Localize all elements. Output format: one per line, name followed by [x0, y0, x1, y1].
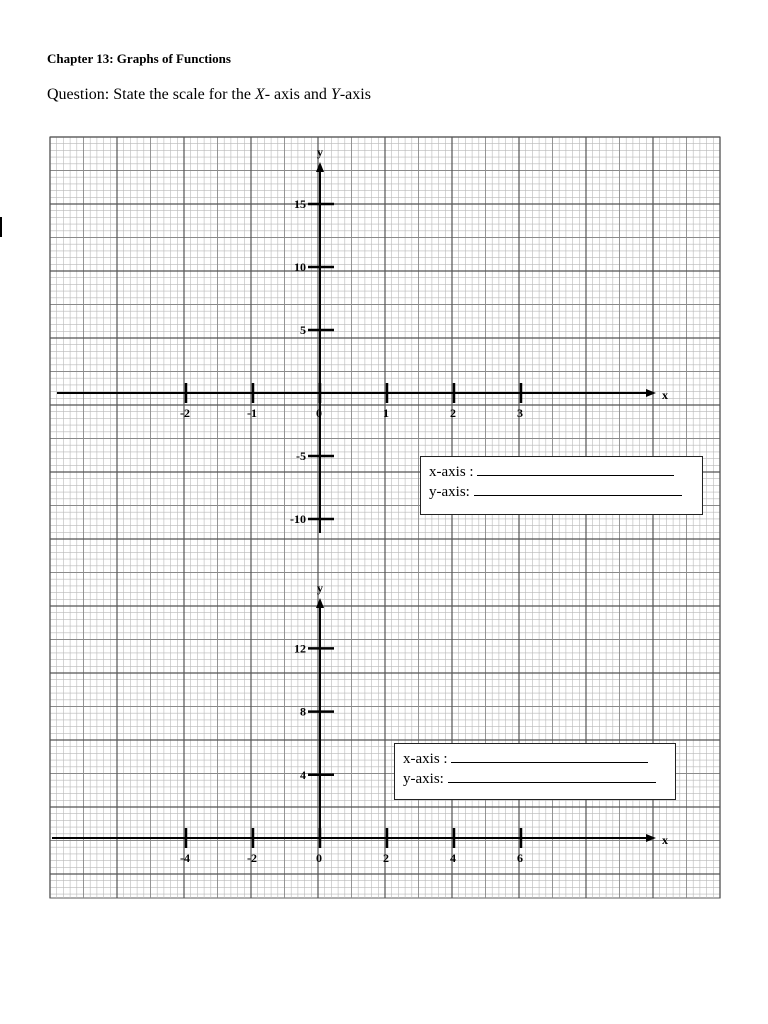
question-prefix: Question: State the scale for the [47, 86, 255, 103]
x-tick-label: 0 [316, 406, 322, 420]
x-tick-label: 1 [383, 406, 389, 420]
x-tick-label: 2 [383, 851, 389, 865]
y-axis-label: y [317, 145, 323, 159]
x-axis-label: x [662, 833, 668, 847]
chapter-title: Chapter 13: Graphs of Functions [47, 51, 231, 66]
y-tick-label: 15 [294, 197, 306, 211]
y-tick-label: -10 [290, 512, 306, 526]
y-tick-label: 10 [294, 260, 306, 274]
x-tick-label: 4 [450, 851, 456, 865]
graph1-x-axis-blank[interactable] [477, 462, 674, 476]
graph1-answer-box [420, 456, 703, 515]
y-axis-label: y [317, 581, 323, 595]
y-tick-label: 4 [300, 767, 306, 782]
graph1-x-axis-label: x-axis : [429, 464, 474, 480]
y-tick-label: -5 [296, 449, 306, 463]
question-suffix: -axis [339, 86, 371, 103]
question-y: Y [330, 86, 340, 103]
x-tick-label: -2 [247, 851, 257, 865]
x-tick-label: -4 [180, 851, 190, 865]
question-x: X [254, 86, 265, 103]
x-tick-label: 3 [517, 406, 523, 420]
y-tick-label: 5 [300, 323, 306, 337]
x-tick-label: -2 [180, 406, 190, 420]
y-tick-label: 12 [294, 641, 306, 656]
graph2-x-axis-blank[interactable] [451, 749, 648, 763]
x-tick-label: 6 [517, 851, 523, 865]
y-tick-label: 8 [300, 704, 306, 719]
x-tick-label: 2 [450, 406, 456, 420]
graph2-x-axis-label: x-axis : [403, 751, 448, 767]
x-tick-label: -1 [247, 406, 257, 420]
question-mid: - axis and [264, 86, 331, 103]
graph2-y-axis-label: y-axis: [403, 771, 444, 787]
graph1-y-axis-label: y-axis: [429, 484, 470, 500]
x-axis-label: x [662, 388, 668, 402]
x-tick-label: 0 [316, 851, 322, 865]
graph1-y-axis-blank[interactable] [474, 482, 682, 496]
graph2-answer-box [394, 743, 676, 800]
graph2-y-axis-blank[interactable] [448, 769, 656, 783]
